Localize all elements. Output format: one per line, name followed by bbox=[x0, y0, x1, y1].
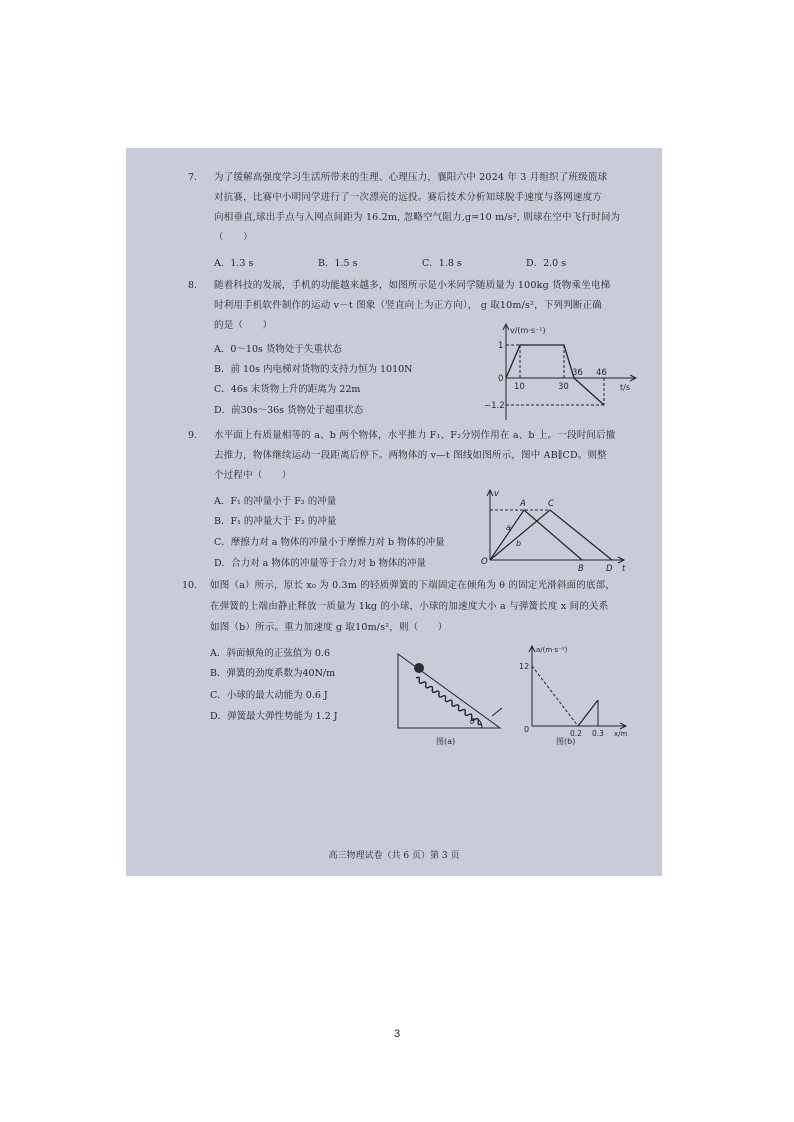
incline-triangle bbox=[398, 654, 500, 728]
q8-ylabel: v/(m·s⁻¹) bbox=[510, 326, 546, 335]
q8-option-b: B．前 10s 内电梯对货物的支持力恒为 1010N bbox=[214, 364, 413, 375]
q9-line: 去推力，物体继续运动一段距离后停下。两物体的 v—t 图线如图所示，图中 AB∥CD。则整 bbox=[214, 450, 607, 461]
q9-label-b: b bbox=[516, 539, 522, 548]
q9-option-a: A．F₁ 的冲量小于 F₂ 的冲量 bbox=[214, 496, 337, 507]
q9-label-C: C bbox=[548, 499, 554, 509]
q9-line-a bbox=[490, 510, 582, 560]
q9-line-b bbox=[490, 510, 612, 560]
page-number: 3 bbox=[393, 1028, 401, 1040]
q7-line: 对抗赛，比赛中小明同学进行了一次漂亮的远投。赛后技术分析知球脱手速度与落网速度方 bbox=[214, 192, 603, 203]
q10b-tick-03: 0.3 bbox=[592, 729, 604, 738]
q9-line: 水平面上有质量相等的 a、b 两个物体，水平推力 F₁、F₂分别作用在 a、b 上。一段时间后撤 bbox=[214, 430, 616, 441]
q10b-dashed-line bbox=[532, 666, 578, 726]
q8-option-d: D．前30s～36s 货物处于超重状态 bbox=[214, 405, 364, 416]
q7-line: 向相垂直,球出手点与入网点间距为 16.2m, 忽略空气阻力,g=10 m/s², 则球在空中飞行时间为 bbox=[214, 212, 621, 223]
q9-label-B: B bbox=[578, 564, 584, 574]
q8-line: 时利用手机软件制作的运动 v－t 图象（竖直向上为正方向）， g 取10m/s²，下列判断正确 bbox=[214, 300, 602, 311]
q8-tick-10: 10 bbox=[514, 382, 525, 392]
q10b-tick-0: 0 bbox=[524, 725, 530, 734]
q8-tick-36: 36 bbox=[572, 368, 583, 378]
q8-xlabel: t/s bbox=[620, 383, 630, 392]
q10-angle-label: θ bbox=[470, 717, 475, 726]
q9-vt-graph bbox=[478, 484, 638, 574]
q10b-solid-line bbox=[578, 700, 598, 726]
q8-number: 8. bbox=[188, 280, 198, 291]
q10-option-d: D．弹簧最大弹性势能为 1.2 J bbox=[210, 711, 338, 722]
q10-option-a: A．斜面倾角的正弦值为 0.6 bbox=[210, 648, 330, 659]
q8-tick-neg: −1.2 bbox=[484, 401, 505, 411]
q7-line: 为了缓解高强度学习生活所带来的生理、心理压力，襄阳六中 2024 年 3 月组织了班级篮球 bbox=[214, 172, 608, 183]
q8-vt-curve bbox=[506, 345, 604, 405]
q10b-tick-02: 0.2 bbox=[570, 729, 582, 738]
q10-line: 如图（b）所示。重力加速度 g 取10m/s²，则（ ） bbox=[210, 622, 448, 633]
q9-number: 9. bbox=[188, 430, 198, 441]
q8-tick-46: 46 bbox=[596, 368, 607, 378]
q8-tick-30: 30 bbox=[558, 382, 569, 392]
scanned-exam-page bbox=[126, 148, 662, 876]
q10-fig-a-caption: 图(a) bbox=[436, 737, 456, 746]
q10-fig-b-caption: 图(b) bbox=[556, 737, 576, 746]
q7-option-b: B．1.5 s bbox=[318, 258, 358, 269]
q8-line: 的是（ ） bbox=[214, 320, 273, 331]
q10b-xlabel: x/m bbox=[614, 730, 628, 738]
q8-option-a: A．0～10s 货物处于失重状态 bbox=[214, 344, 342, 355]
q8-vt-graph bbox=[476, 320, 646, 430]
q9-label-a: a bbox=[506, 523, 511, 532]
q9-label-t: t bbox=[622, 564, 626, 574]
q9-option-c: C．摩擦力对 a 物体的冲量小于摩擦力对 b 物体的冲量 bbox=[214, 537, 445, 548]
q7-number: 7. bbox=[188, 172, 198, 183]
q10-figure-a bbox=[390, 648, 510, 748]
q7-option-a: A．1.3 s bbox=[214, 258, 254, 269]
q10b-tick-12: 12 bbox=[519, 662, 530, 671]
q7-option-c: C．1.8 s bbox=[422, 258, 462, 269]
q10-line: 如图（a）所示，原长 x₀ 为 0.3m 的轻质弹簧的下端固定在倾角为 θ 的固定光滑斜面的底部， bbox=[210, 580, 616, 591]
ball bbox=[414, 663, 424, 673]
q7-line: （ ） bbox=[214, 232, 253, 243]
incline-stop bbox=[492, 708, 502, 716]
q9-option-d: D．合力对 a 物体的冲量等于合力对 b 物体的冲量 bbox=[214, 558, 426, 569]
q10b-ylabel: a/(m·s⁻²) bbox=[536, 646, 568, 654]
q10-option-c: C．小球的最大动能为 0.6 J bbox=[210, 690, 328, 701]
q9-label-D: D bbox=[606, 564, 613, 574]
q9-option-b: B．F₁ 的冲量大于 F₂ 的冲量 bbox=[214, 516, 337, 527]
q10-option-b: B．弹簧的劲度系数为40N/m bbox=[210, 668, 336, 679]
q7-option-d: D．2.0 s bbox=[526, 258, 567, 269]
q8-tick-0: 0 bbox=[498, 374, 504, 384]
exam-footer: 高三物理试卷（共 6 页）第 3 页 bbox=[328, 851, 460, 861]
q8-option-c: C．46s 末货物上升的距离为 22m bbox=[214, 384, 361, 395]
q9-label-v: v bbox=[494, 489, 500, 499]
q9-line: 个过程中（ ） bbox=[214, 470, 292, 481]
q8-line: 随着科技的发展，手机的功能越来越多，如图所示是小米同学随质量为 100kg 货物乘坐电梯 bbox=[214, 280, 611, 291]
q9-label-A: A bbox=[520, 499, 526, 509]
q10-figure-b bbox=[514, 640, 634, 746]
q8-tick-1: 1 bbox=[498, 341, 504, 351]
q9-label-O: O bbox=[481, 557, 488, 567]
q10-line: 在弹簧的上端由静止释放一质量为 1kg 的小球，小球的加速度大小 a 与弹簧长度 x 间的关系 bbox=[210, 601, 609, 612]
q10-number: 10. bbox=[182, 580, 198, 591]
